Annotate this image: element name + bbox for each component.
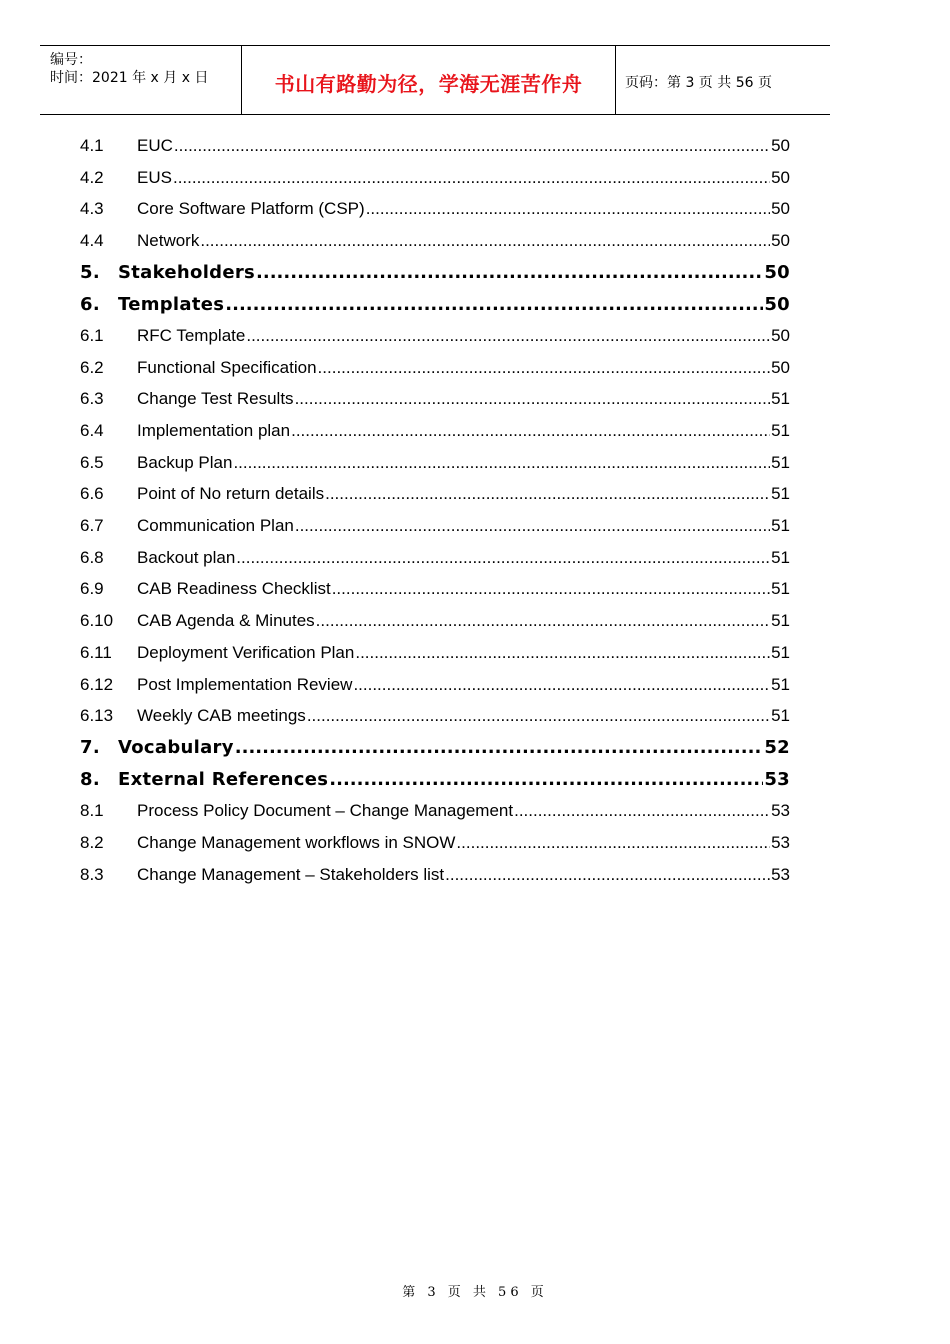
toc-entry-number: 8.3 [80,864,104,884]
toc-entry-title: Process Policy Document – Change Management [137,801,514,821]
toc-entry-page: 50 [771,325,790,345]
toc-dot-leader [316,611,770,631]
toc-entry-page: 50 [771,167,790,187]
toc-entry[interactable] [80,352,790,384]
toc-entry[interactable] [80,859,790,891]
toc-entry-title: Deployment Verification Plan [137,642,355,662]
toc-entry-page: 53 [771,801,790,821]
toc-dot-leader [256,262,763,283]
toc-entry-page: 51 [771,706,790,726]
toc-dot-leader [295,389,771,409]
toc-entry-number: 4.2 [80,167,104,187]
toc-entry-title: Stakeholders [118,262,256,284]
toc-entry-page: 51 [771,516,790,536]
toc-entry[interactable] [80,542,790,574]
toc-dot-leader [514,801,770,821]
header-motto-cell [242,46,616,114]
toc-entry[interactable] [80,479,790,511]
toc-entry-number: 6. [80,293,100,315]
toc-dot-leader [235,737,764,758]
toc-entry-page: 51 [771,389,790,409]
toc-entry-title: External References [118,769,329,791]
toc-entry[interactable] [80,637,790,669]
toc-entry-number: 6.2 [80,357,104,377]
toc-entry[interactable] [80,669,790,701]
toc-dot-leader [174,136,770,156]
toc-entry-number: 6.6 [80,484,104,504]
toc-dot-leader [236,548,770,568]
toc-entry[interactable] [80,764,790,796]
table-of-contents [80,130,790,891]
toc-dot-leader [332,579,770,599]
toc-entry-number: 4.1 [80,135,104,155]
toc-entry-title: Templates [118,293,225,315]
toc-dot-leader [366,199,770,219]
toc-entry[interactable] [80,288,790,320]
toc-entry[interactable] [80,574,790,606]
toc-entry-number: 6.1 [80,325,104,345]
page-header [40,45,830,115]
toc-dot-leader [173,168,770,188]
toc-entry[interactable] [80,605,790,637]
header-page-cell [616,46,830,114]
toc-entry-number: 6.13 [80,706,114,726]
toc-dot-leader [200,231,770,251]
toc-entry-title: Backup Plan [137,452,233,472]
toc-entry-number: 6.11 [80,642,112,662]
toc-entry-page: 53 [771,864,790,884]
toc-entry-title: Change Management workflows in SNOW [137,832,456,852]
toc-entry-page: 51 [771,579,790,599]
toc-entry-title: Post Implementation Review [137,674,353,694]
toc-entry[interactable] [80,732,790,764]
toc-entry-page: 51 [771,611,790,631]
toc-entry-page: 51 [771,452,790,472]
toc-entry-title: Network [137,230,200,250]
toc-entry-page: 50 [764,262,790,284]
toc-entry-number: 4.3 [80,199,104,219]
toc-entry-page: 50 [771,199,790,219]
page-footer: 第 3 页 共 56 页 [402,1285,548,1300]
toc-entry-title: Functional Specification [137,357,317,377]
toc-entry-number: 8. [80,769,100,791]
header-page-code: 页码：第 3 页 共 56 页 [625,75,772,91]
toc-entry-page: 52 [764,737,790,759]
toc-entry-title: CAB Readiness Checklist [137,579,331,599]
toc-entry-page: 50 [764,293,790,315]
toc-entry-number: 6.5 [80,452,104,472]
header-motto: 书山有路勤为径，学海无涯苦作舟 [274,72,583,96]
toc-entry-title: Weekly CAB meetings [137,706,306,726]
toc-entry-title: RFC Template [137,325,246,345]
toc-entry[interactable] [80,415,790,447]
toc-dot-leader [318,358,771,378]
toc-entry-number: 8.2 [80,832,104,852]
toc-entry[interactable] [80,320,790,352]
toc-dot-leader [445,865,770,885]
toc-entry-title: Point of No return details [137,484,325,504]
toc-entry-title: Backout plan [137,547,236,567]
toc-entry-title: Change Management – Stakeholders list [137,864,445,884]
toc-dot-leader [291,421,770,441]
toc-entry[interactable] [80,257,790,289]
toc-entry-number: 6.12 [80,674,114,694]
toc-dot-leader [456,833,770,853]
toc-entry[interactable] [80,193,790,225]
document-number-label: 编号： [50,52,92,68]
toc-entry-number: 6.3 [80,389,104,409]
toc-entry-number: 6.9 [80,579,104,599]
header-meta-cell [40,46,242,114]
toc-entry-number: 8.1 [80,801,104,821]
toc-entry-page: 51 [771,642,790,662]
toc-entry-number: 6.4 [80,421,104,441]
document-date-label: 时间：2021 年 x 月 x 日 [50,70,209,86]
toc-entry-title: Core Software Platform (CSP) [137,199,365,219]
toc-entry-title: EUC [137,135,173,155]
toc-entry[interactable] [80,130,790,162]
toc-entry[interactable] [80,510,790,542]
toc-dot-leader [329,769,763,790]
toc-dot-leader [225,294,763,315]
toc-entry-page: 51 [771,674,790,694]
toc-entry-title: CAB Agenda & Minutes [137,611,315,631]
toc-entry-page: 53 [771,832,790,852]
toc-entry-title: Change Test Results [137,389,294,409]
toc-dot-leader [353,675,770,695]
toc-entry-number: 7. [80,737,100,759]
toc-entry[interactable] [80,225,790,257]
toc-entry-page: 53 [764,769,790,791]
toc-entry[interactable] [80,795,790,827]
toc-dot-leader [295,516,770,536]
toc-entry-number: 5. [80,262,100,284]
toc-entry[interactable] [80,700,790,732]
toc-dot-leader [233,453,770,473]
toc-entry-page: 51 [771,547,790,567]
toc-dot-leader [355,643,770,663]
toc-dot-leader [325,484,770,504]
toc-dot-leader [246,326,770,346]
toc-dot-leader [307,706,770,726]
toc-entry[interactable] [80,827,790,859]
toc-entry-page: 51 [771,421,790,441]
toc-entry-page: 50 [771,230,790,250]
toc-entry-number: 6.7 [80,516,104,536]
toc-entry[interactable] [80,447,790,479]
toc-entry[interactable] [80,384,790,416]
toc-entry-title: EUS [137,167,172,187]
toc-entry-page: 50 [771,357,790,377]
toc-entry-title: Vocabulary [118,737,234,759]
toc-entry-number: 4.4 [80,230,104,250]
toc-entry-number: 6.10 [80,611,114,631]
toc-entry-number: 6.8 [80,547,104,567]
toc-entry-title: Implementation plan [137,421,291,441]
toc-entry[interactable] [80,162,790,194]
toc-entry-page: 50 [771,135,790,155]
toc-entry-title: Communication Plan [137,516,294,536]
toc-entry-page: 51 [771,484,790,504]
